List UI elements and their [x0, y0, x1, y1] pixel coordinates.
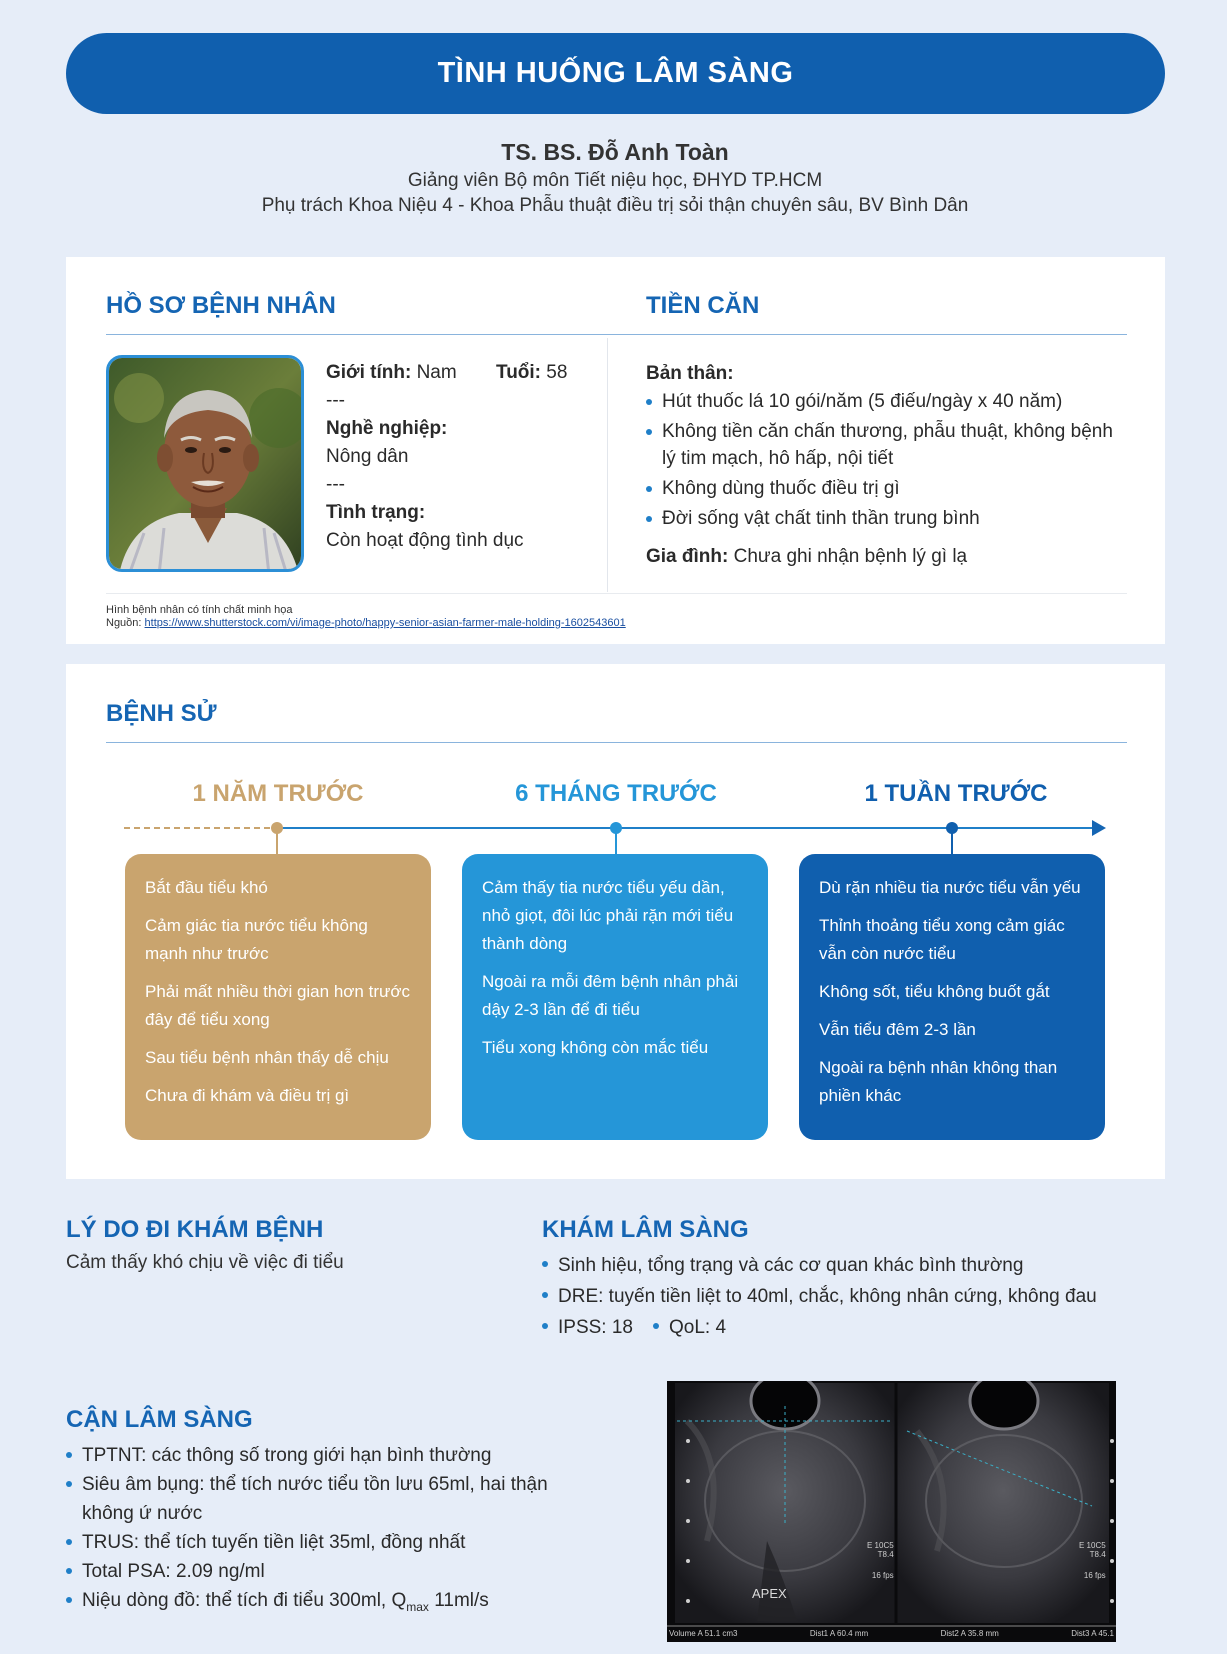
timeline-label-6-months: 6 THÁNG TRƯỚC [515, 780, 717, 807]
scan-fps-left: 16 fps [871, 1571, 894, 1580]
family-history-value: Chưa ghi nhận bệnh lý gì lạ [733, 546, 968, 567]
list-item: Thỉnh thoảng tiểu xong cảm giác vẫn còn nước tiểu [819, 916, 1065, 963]
author-name: TS. BS. Đỗ Anh Toàn [501, 139, 729, 165]
job-value: Nông dân [326, 446, 409, 467]
patient-portrait-illustration [109, 358, 304, 572]
dist1-value: 60.4 mm [837, 1629, 869, 1638]
status-label: Tình trạng: [326, 502, 426, 523]
qol-score: QoL: 4 [653, 1312, 726, 1343]
family-history-label: Gia đình: [646, 546, 729, 567]
list-item: Siêu âm bụng: thể tích nước tiểu tồn lưu 65ml, hai thận không ứ nước [66, 1470, 586, 1528]
family-history [646, 543, 1131, 571]
measurement-bar [669, 1629, 1114, 1638]
caption-divider [106, 593, 1127, 594]
ipss-score: IPSS: 18 [542, 1312, 633, 1343]
age-label: Tuổi: [496, 362, 542, 383]
list-item: Hút thuốc lá 10 gói/năm (5 điếu/ngày x 40 năm) [646, 388, 1131, 415]
illness-divider [106, 742, 1127, 743]
list-item: Tiểu xong không còn mắc tiểu [482, 1038, 709, 1057]
gender-value: Nam [416, 362, 457, 383]
history-content [646, 360, 1131, 571]
dist1-label: Dist1 A [809, 1629, 835, 1638]
age-value: 58 [546, 362, 568, 383]
job-label: Nghề nghiệp: [326, 418, 448, 439]
list-item: Chưa đi khám và điều trị gì [145, 1086, 350, 1105]
profile-divider [106, 334, 1127, 335]
dist2-label: Dist2 A [940, 1629, 966, 1638]
history-title: TIỀN CĂN [646, 292, 760, 319]
dist3-value: 45.1 [1098, 1629, 1114, 1638]
caption-source-link[interactable]: https://www.shutterstock.com/vi/image-photo/happy-senior-asian-farmer-male-holding-1602543601 [144, 617, 626, 629]
flow-prefix: Niệu dòng đồ: thể tích đi tiểu 300ml, Q [82, 1590, 407, 1611]
page-title: TÌNH HUỐNG LÂM SÀNG [437, 57, 794, 89]
list-item: Ngoài ra bệnh nhân không than phiền khác [819, 1058, 1058, 1105]
scan-freq-right: E 10C5 [1079, 1541, 1106, 1550]
exam-title: KHÁM LÂM SÀNG [542, 1216, 749, 1243]
self-history-list [646, 388, 1131, 532]
caption-source-label: Nguồn: [106, 617, 142, 629]
list-item: Dù rặn nhiều tia nước tiểu vẫn yếu [819, 878, 1081, 897]
profile-title: HỒ SƠ BỆNH NHÂN [106, 292, 336, 319]
list-item: Cảm giác tia nước tiểu không mạnh như trước [145, 916, 368, 963]
list-item: Không dùng thuốc điều trị gì [646, 475, 1131, 502]
timeline-box-1-year [125, 854, 431, 1140]
flow-subscript: max [406, 1599, 429, 1614]
list-item: Sau tiểu bệnh nhân thấy dễ chịu [145, 1048, 389, 1067]
column-divider [607, 338, 608, 592]
list-item: TPTNT: các thông số trong giới hạn bình thường [66, 1441, 586, 1470]
timeline-label-1-week: 1 TUẦN TRƯỚC [864, 780, 1048, 807]
list-item: TRUS: thể tích tuyến tiền liệt 35ml, đồng nhất [66, 1528, 586, 1557]
list-item [66, 1586, 586, 1622]
list-item: Phải mất nhiều thời gian hơn trước đây để tiểu xong [145, 982, 411, 1029]
patient-photo [106, 355, 304, 572]
photo-caption [106, 604, 1126, 630]
illness-title: BỆNH SỬ [106, 700, 217, 727]
list-item: Đời sống vật chất tinh thần trung bình [646, 505, 1131, 532]
paraclinical-content [66, 1441, 586, 1622]
dist2-value: 35.8 mm [967, 1629, 999, 1638]
timeline-box-1-week [799, 854, 1105, 1140]
timeline-axis [120, 815, 1110, 855]
scan-depth-left: T8.4 [877, 1550, 894, 1559]
timeline-label-1-year: 1 NĂM TRƯỚC [192, 780, 364, 807]
list-item: Vẫn tiểu đêm 2-3 lần [819, 1020, 976, 1039]
scan-depth-right: T8.4 [1089, 1550, 1106, 1559]
separator: --- [326, 474, 345, 495]
scan-settings-left [867, 1541, 894, 1580]
trus-ultrasound-image [667, 1381, 1116, 1642]
author-affiliation-2: Phụ trách Khoa Niệu 4 - Khoa Phẫu thuật điều trị sỏi thận chuyên sâu, BV Bình Dân [261, 195, 969, 216]
list-item: Bắt đầu tiểu khó [145, 878, 268, 897]
author-affiliation-1: Giảng viên Bộ môn Tiết niệu học, ĐHYD TP.HCM [407, 170, 823, 191]
list-item: Không tiền căn chấn thương, phẫu thuật, không bệnh lý tim mạch, hô hấp, nội tiết [646, 418, 1131, 472]
list-item: Sinh hiệu, tổng trạng và các cơ quan khác bình thường [542, 1250, 1182, 1281]
gender-label: Giới tính: [326, 362, 412, 383]
paraclinical-title: CẬN LÂM SÀNG [66, 1406, 253, 1433]
volume-label: Volume A [669, 1629, 703, 1638]
gender-age-row [326, 359, 586, 387]
caption-note: Hình bệnh nhân có tính chất minh họa [106, 604, 293, 616]
list-item: Cảm thấy tia nước tiểu yếu dần, nhỏ giọt, đôi lúc phải rặn mới tiểu thành dòng [482, 878, 734, 953]
flow-suffix: 11ml/s [428, 1590, 489, 1611]
exam-content [542, 1250, 1182, 1343]
ultrasound-scan-graphic [667, 1381, 1116, 1642]
self-history-label: Bản thân: [646, 363, 734, 384]
dist3-label: Dist3 A [1071, 1629, 1097, 1638]
timeline-box-6-months [462, 854, 768, 1140]
list-item: Không sốt, tiểu không buốt gắt [819, 982, 1050, 1001]
scan-freq-left: E 10C5 [867, 1541, 894, 1550]
patient-info [326, 359, 586, 555]
apex-label: APEX [752, 1586, 787, 1601]
scan-settings-right [1079, 1541, 1106, 1580]
separator: --- [326, 390, 345, 411]
list-item: Ngoài ra mỗi đêm bệnh nhân phải dậy 2-3 lần để đi tiểu [482, 972, 739, 1019]
page-title-banner [66, 33, 1165, 114]
list-item: Total PSA: 2.09 ng/ml [66, 1557, 586, 1586]
reason-title: LÝ DO ĐI KHÁM BỆNH [66, 1216, 324, 1243]
reason-text: Cảm thấy khó chịu về việc đi tiểu [66, 1252, 344, 1273]
list-item: DRE: tuyến tiền liệt to 40ml, chắc, không nhân cứng, không đau [542, 1281, 1182, 1312]
scan-fps-right: 16 fps [1083, 1571, 1106, 1580]
volume-value: 51.1 cm3 [704, 1629, 738, 1638]
status-value: Còn hoạt động tình dục [326, 530, 524, 551]
